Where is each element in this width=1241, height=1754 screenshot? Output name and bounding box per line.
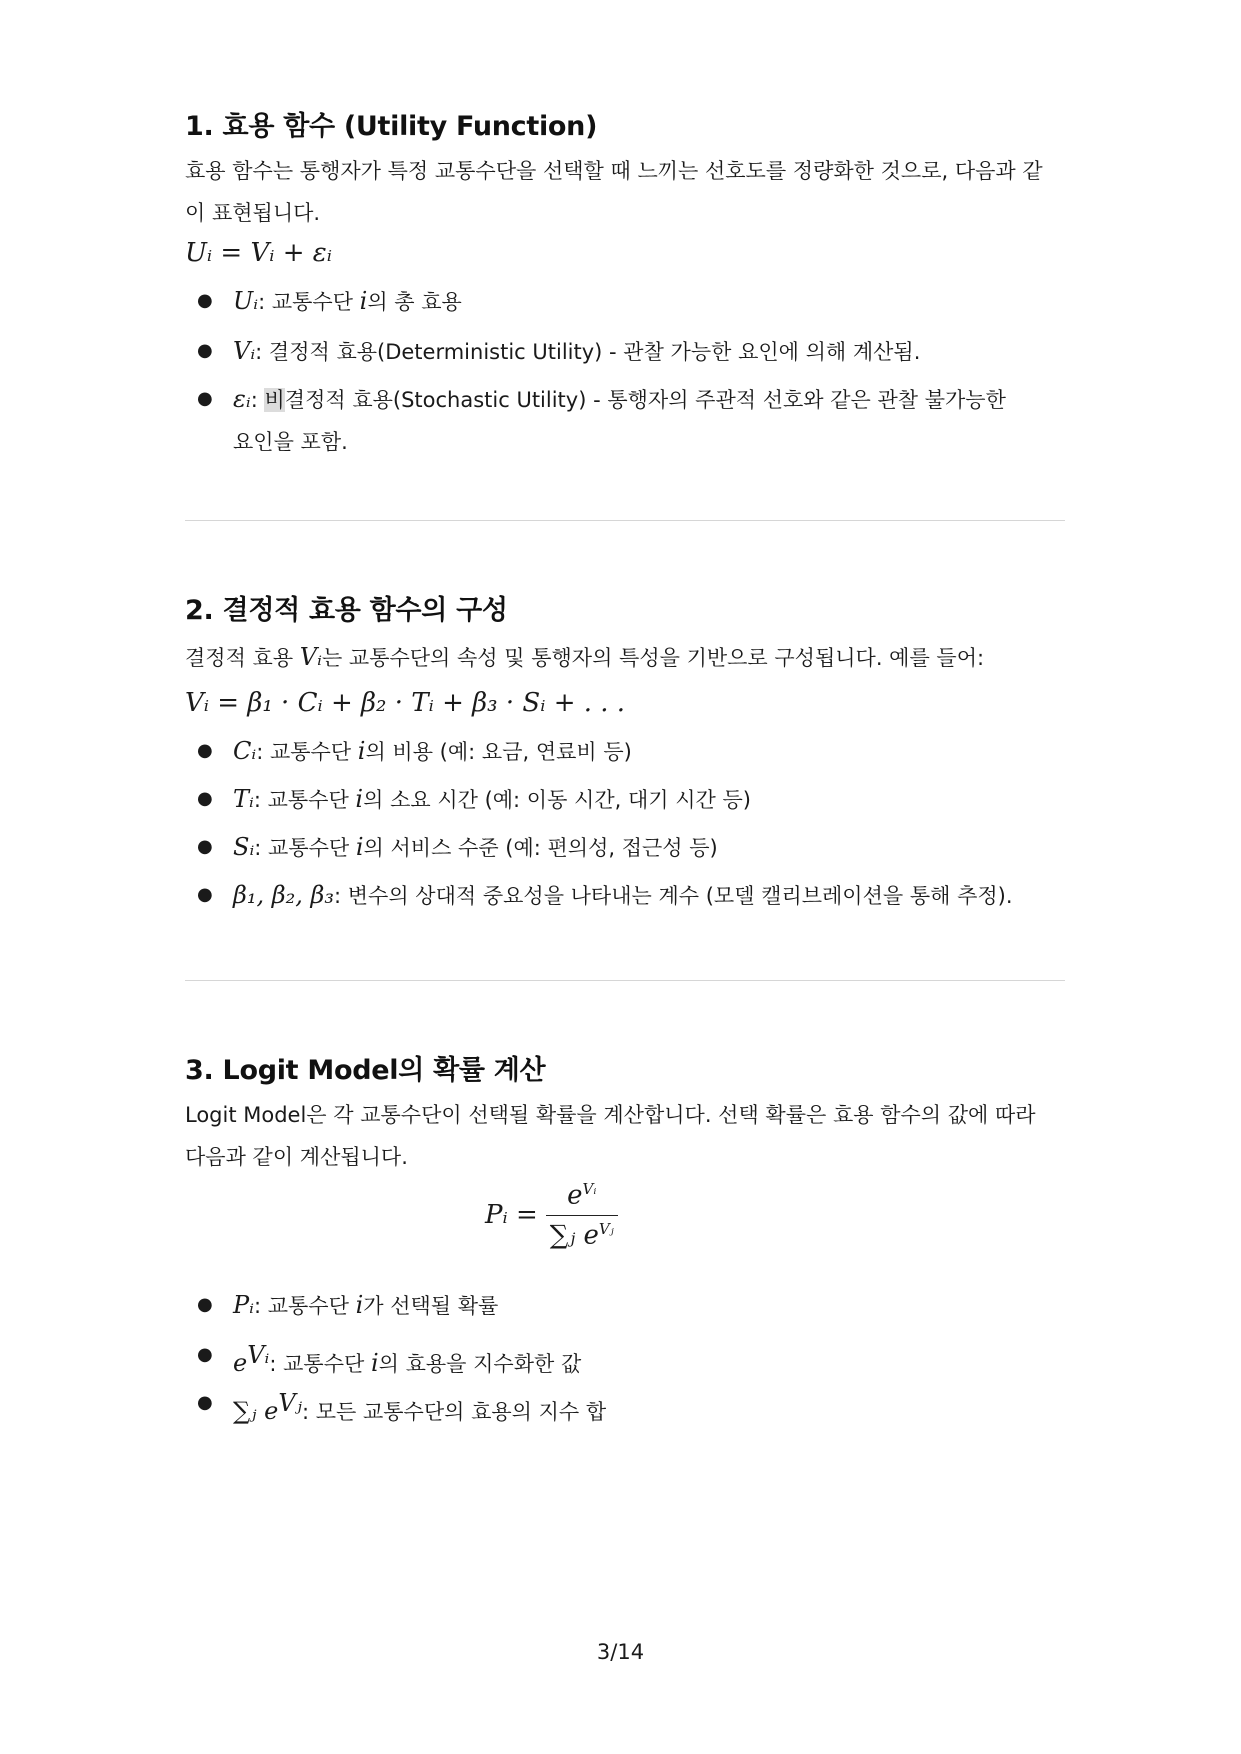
section-3-intro-line1: Logit Model은 각 교통수단이 선택될 확률을 계산합니다. 선택 확률은 효용 함수의 값에 따라 [185, 1103, 1036, 1127]
math-var: εᵢ [233, 385, 251, 413]
text: : 교통수단 [258, 290, 360, 314]
math-sup: Vᵢ [247, 1341, 270, 1369]
list-item-text [233, 378, 1063, 463]
math-var: i [355, 1291, 364, 1319]
math-var: Vᵢ [233, 337, 256, 365]
list-item-text [233, 778, 1063, 821]
bullet-dot: ● [197, 388, 213, 409]
deterministic-utility-formula: Vᵢ = β₁ · Cᵢ + β₂ · Tᵢ + β₃ · Sᵢ + . . . [185, 688, 626, 718]
math-var: ∑ⱼ e [233, 1397, 279, 1425]
math-var: i [370, 1349, 379, 1377]
math-sup: Vⱼ [278, 1389, 302, 1417]
list-item-text [233, 874, 1063, 917]
text: : 교통수단 [253, 788, 356, 812]
section-3-intro [185, 1094, 1065, 1178]
bullet-dot: ● [197, 290, 213, 311]
logit-formula [485, 1180, 618, 1250]
text: 가 선택될 확률 [363, 1294, 499, 1318]
list-item-text [233, 1334, 1063, 1385]
text: : 교통수단 [254, 836, 356, 860]
text: : [250, 388, 265, 412]
list-item-text [233, 1382, 1063, 1433]
list-item-text [233, 280, 1063, 323]
math-var: ∑ⱼ e [549, 1220, 599, 1251]
fraction-numerator [563, 1180, 600, 1215]
section-1-heading: 1. 효용 함수 (Utility Function) [185, 111, 598, 142]
list-item-text [233, 826, 1063, 869]
formula-lhs: Pᵢ = [485, 1200, 538, 1231]
bullet-dot: ● [197, 884, 213, 905]
text: 는 교통수단의 속성 및 통행자의 특성을 기반으로 구성됩니다. 예를 들어: [321, 646, 985, 670]
list-item-text [233, 1284, 1063, 1327]
math-var: e [233, 1349, 248, 1377]
text: 의 효용을 지수화한 값 [378, 1352, 582, 1376]
section-2-heading: 2. 결정적 효용 함수의 구성 [185, 595, 508, 626]
bullet-dot: ● [197, 1392, 213, 1413]
text: 의 소요 시간 (예: 이동 시간, 대기 시간 등) [363, 788, 751, 812]
text: 의 서비스 수준 (예: 편의성, 접근성 등) [363, 836, 718, 860]
math-var: i [355, 833, 364, 861]
math-var: Tᵢ [233, 785, 254, 813]
math-sup: Vᵢ [582, 1180, 597, 1198]
page-number: 3/14 [596, 1640, 645, 1664]
math-var: β₁, β₂, β₃ [233, 881, 335, 909]
section-divider [185, 980, 1065, 981]
text: 결정적 효용(Stochastic Utility) - 통행자의 주관적 선호와 같은 관찰 불가능한 [284, 388, 1006, 412]
bullet-dot: ● [197, 1294, 213, 1315]
section-1-intro-line2: 이 표현됩니다. [185, 201, 321, 225]
bullet-dot: ● [197, 340, 213, 361]
fraction [546, 1180, 618, 1250]
text: : 결정적 효용(Deterministic Utility) - 관찰 가능한 요인에 의해 계산됨. [255, 340, 921, 364]
utility-formula: Uᵢ = Vᵢ + εᵢ [185, 238, 332, 268]
text: : 교통수단 [253, 1294, 356, 1318]
math-var: Uᵢ [233, 287, 259, 315]
math-var: i [359, 287, 368, 315]
bullet-dot: ● [197, 1344, 213, 1365]
text: : 모든 교통수단의 효용의 지수 합 [301, 1400, 607, 1424]
text: 요인을 포함. [233, 430, 348, 454]
text: 의 총 효용 [367, 290, 462, 314]
math-var: Sᵢ [233, 833, 255, 861]
section-1-intro [185, 150, 1065, 234]
text: 결정적 효용 [185, 646, 300, 670]
section-3-intro-line2: 다음과 같이 계산됩니다. [185, 1145, 408, 1169]
bullet-dot: ● [197, 740, 213, 761]
list-item-text [233, 730, 1063, 773]
fraction-denominator [546, 1215, 618, 1251]
text: : 교통수단 [269, 1352, 371, 1376]
text: : 교통수단 [256, 740, 358, 764]
bullet-dot: ● [197, 836, 213, 857]
math-var: i [355, 785, 364, 813]
section-2-intro [185, 636, 1065, 679]
text-highlight: 비 [264, 388, 285, 412]
math-var: Pᵢ [233, 1291, 254, 1319]
list-item-text [233, 330, 1063, 373]
section-3-heading: 3. Logit Model의 확률 계산 [185, 1055, 546, 1086]
text: : 변수의 상대적 중요성을 나타내는 계수 (모델 캘리브레이션을 통해 추정). [334, 884, 1013, 908]
section-1-intro-line1: 효용 함수는 통행자가 특정 교통수단을 선택할 때 느끼는 선호도를 정량화한 것으로, 다음과 같 [185, 159, 1043, 183]
math-var: e [567, 1180, 583, 1211]
section-divider [185, 520, 1065, 521]
text: 의 비용 (예: 요금, 연료비 등) [365, 740, 632, 764]
bullet-dot: ● [197, 788, 213, 809]
math-var: Cᵢ [233, 737, 257, 765]
math-var: i [357, 737, 366, 765]
math-var: Vᵢ [299, 643, 322, 671]
math-sup: Vⱼ [598, 1219, 614, 1238]
